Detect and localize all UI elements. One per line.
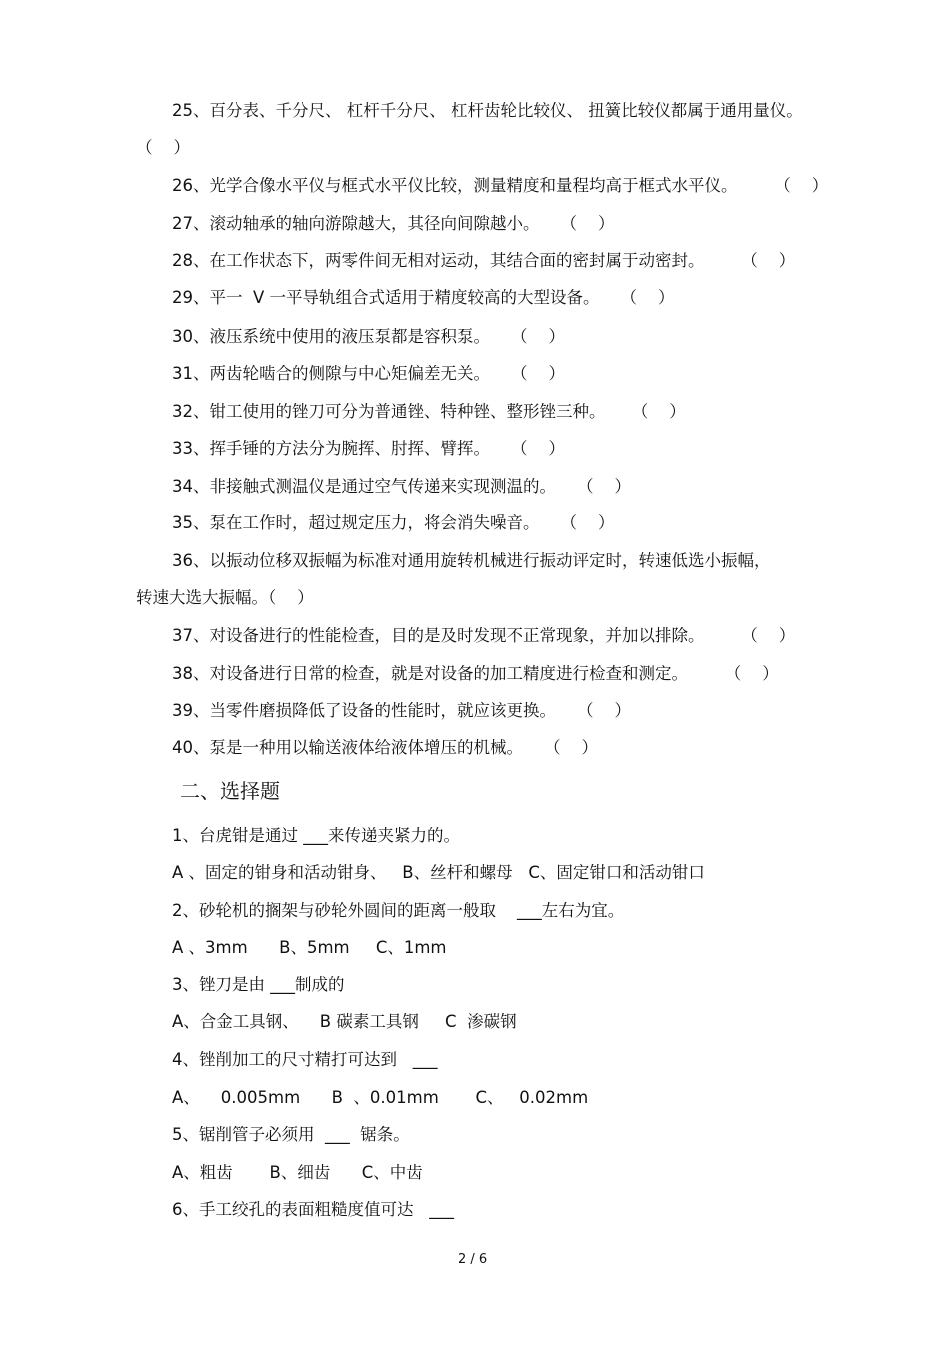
question-37: 37、对设备进行的性能检查，目的是及时发现不正常现象，并加以排除。 （ ） bbox=[172, 626, 796, 645]
section-heading: 二、选择题 bbox=[180, 779, 280, 803]
question-32: 32、钳工使用的锉刀可分为普通锉、特种锉、整形锉三种。 （ ） bbox=[172, 402, 686, 421]
question-27: 27、滚动轴承的轴向游隙越大，其径向间隙越小。 （ ） bbox=[172, 214, 615, 233]
choice-question-2-options: A 、3mm B、5mm C、1mm bbox=[172, 938, 447, 957]
choice-question-4: 4、锉削加工的尺寸精打可达到 ___ bbox=[172, 1050, 438, 1069]
question-30: 30、液压系统中使用的液压泵都是容积泵。 （ ） bbox=[172, 327, 565, 346]
question-34: 34、非接触式测温仪是通过空气传递来实现测温的。 （ ） bbox=[172, 477, 631, 496]
question-31: 31、两齿轮啮合的侧隙与中心矩偏差无关。 （ ） bbox=[172, 364, 565, 383]
choice-question-5: 5、锯削管子必须用 ___ 锯条。 bbox=[172, 1125, 410, 1144]
question-26: 26、光学合像水平仪与框式水平仪比较，测量精度和量程均高于框式水平仪。 （ ） bbox=[172, 176, 829, 195]
choice-question-1: 1、台虎钳是通过 ___来传递夹紧力的。 bbox=[172, 826, 460, 845]
question-33: 33、挥手锤的方法分为腕挥、肘挥、臂挥。 （ ） bbox=[172, 439, 565, 458]
question-28: 28、在工作状态下，两零件间无相对运动，其结合面的密封属于动密封。 （ ） bbox=[172, 251, 796, 270]
page-number: 2 / 6 bbox=[458, 1252, 488, 1267]
question-29: 29、平一 V 一平导轨组合式适用于精度较高的大型设备。 （ ） bbox=[172, 288, 675, 307]
choice-question-6: 6、手工绞孔的表面粗糙度值可达 ___ bbox=[172, 1200, 454, 1219]
choice-question-5-options: A、粗齿 B、细齿 C、中齿 bbox=[172, 1163, 423, 1182]
question-38: 38、对设备进行日常的检查，就是对设备的加工精度进行检查和测定。 （ ） bbox=[172, 664, 779, 683]
question-40: 40、泵是一种用以输送液体给液体增压的机械。 （ ） bbox=[172, 738, 598, 757]
choice-question-4-options: A、 0.005mm B 、0.01mm C、 0.02mm bbox=[172, 1088, 589, 1107]
choice-question-3-options: A、合金工具钢、 B 碳素工具钢 C 渗碳钢 bbox=[172, 1012, 517, 1031]
choice-question-1-options: A 、固定的钳身和活动钳身、 B、丝杆和螺母 C、固定钳口和活动钳口 bbox=[172, 863, 705, 882]
question-25-line1: 25、百分表、千分尺、 杠杆千分尺、 杠杆齿轮比较仪、 扭簧比较仪都属于通用量仪。 bbox=[172, 101, 803, 120]
question-25-line2: （ ） bbox=[136, 138, 190, 157]
question-39: 39、当零件磨损降低了设备的性能时，就应该更换。 （ ） bbox=[172, 701, 631, 720]
question-36-line2: 转速大选大振幅。（ ） bbox=[136, 588, 314, 607]
choice-question-3: 3、锉刀是由 ___制成的 bbox=[172, 975, 345, 994]
question-36-line1: 36、以振动位移双振幅为标准对通用旋转机械进行振动评定时，转速低选小振幅， bbox=[172, 551, 771, 570]
question-35: 35、泵在工作时，超过规定压力，将会消失噪音。 （ ） bbox=[172, 513, 615, 532]
choice-question-2: 2、砂轮机的搁架与砂轮外圆间的距离一般取 ___左右为宜。 bbox=[172, 901, 625, 920]
